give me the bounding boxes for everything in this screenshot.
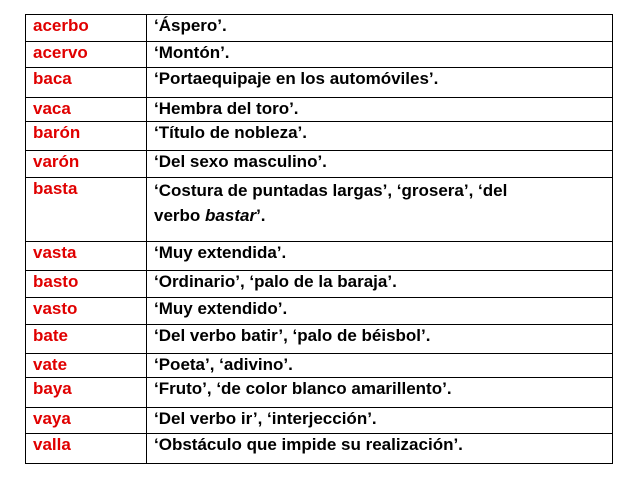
word-cell: vasta — [26, 241, 147, 270]
table-row — [26, 270, 612, 297]
word-cell: acervo — [26, 41, 147, 67]
definition-cell: ‘Hembra del toro’. — [147, 97, 613, 121]
table-row — [26, 298, 612, 324]
table-row — [26, 324, 612, 353]
definition-cell: ‘Título de nobleza’. — [147, 121, 613, 150]
definition-cell: ‘Áspero’. — [147, 15, 613, 41]
definition-line-2-pre: verbo — [154, 206, 206, 226]
word-cell: acerbo — [26, 15, 147, 41]
definition-cell: ‘Del verbo batir’, ‘palo de béisbol’. — [147, 324, 613, 353]
definition-italic-word: bastar — [205, 206, 257, 226]
definition-cell — [147, 178, 613, 241]
word-cell: baca — [26, 68, 147, 97]
definition-cell: ‘Muy extendido’. — [147, 298, 613, 324]
definition-line-2-post: ’. — [256, 206, 266, 226]
table-row — [26, 433, 612, 463]
definition-cell: ‘Montón’. — [147, 41, 613, 67]
definition-cell: ‘Poeta’, ‘adivino’. — [147, 354, 613, 378]
table-row — [26, 121, 612, 150]
table-row — [26, 354, 612, 378]
definition-cell: ‘Ordinario’, ‘palo de la baraja’. — [147, 270, 613, 297]
word-cell: basto — [26, 270, 147, 297]
table-row — [26, 378, 612, 407]
word-cell: baya — [26, 378, 147, 407]
word-cell: barón — [26, 121, 147, 150]
definition-cell: ‘Fruto’, ‘de color blanco amarillento’. — [147, 378, 613, 407]
table-row — [26, 41, 612, 67]
table-row — [26, 407, 612, 433]
word-cell: vasto — [26, 298, 147, 324]
vocabulary-table — [26, 15, 612, 463]
table-row — [26, 241, 612, 270]
definition-line-1: ‘Costura de puntadas largas’, ‘grosera’, ‘del — [154, 181, 508, 201]
word-cell: vaca — [26, 97, 147, 121]
definition-cell: ‘Obstáculo que impide su realización’. — [147, 433, 613, 463]
word-cell: vaya — [26, 407, 147, 433]
word-cell: bate — [26, 324, 147, 353]
table-row — [26, 97, 612, 121]
word-cell: vate — [26, 354, 147, 378]
word-cell: varón — [26, 151, 147, 178]
definition-cell: ‘Del sexo masculino’. — [147, 151, 613, 178]
table-row — [26, 151, 612, 178]
table-row — [26, 68, 612, 97]
table-row — [26, 15, 612, 41]
definition-cell: ‘Del verbo ir’, ‘interjección’. — [147, 407, 613, 433]
word-cell: basta — [26, 178, 147, 241]
table-row — [26, 178, 612, 241]
definition-cell: ‘Muy extendida’. — [147, 241, 613, 270]
word-cell: valla — [26, 433, 147, 463]
definition-cell: ‘Portaequipaje en los automóviles’. — [147, 68, 613, 97]
vocabulary-table-frame — [25, 14, 613, 464]
